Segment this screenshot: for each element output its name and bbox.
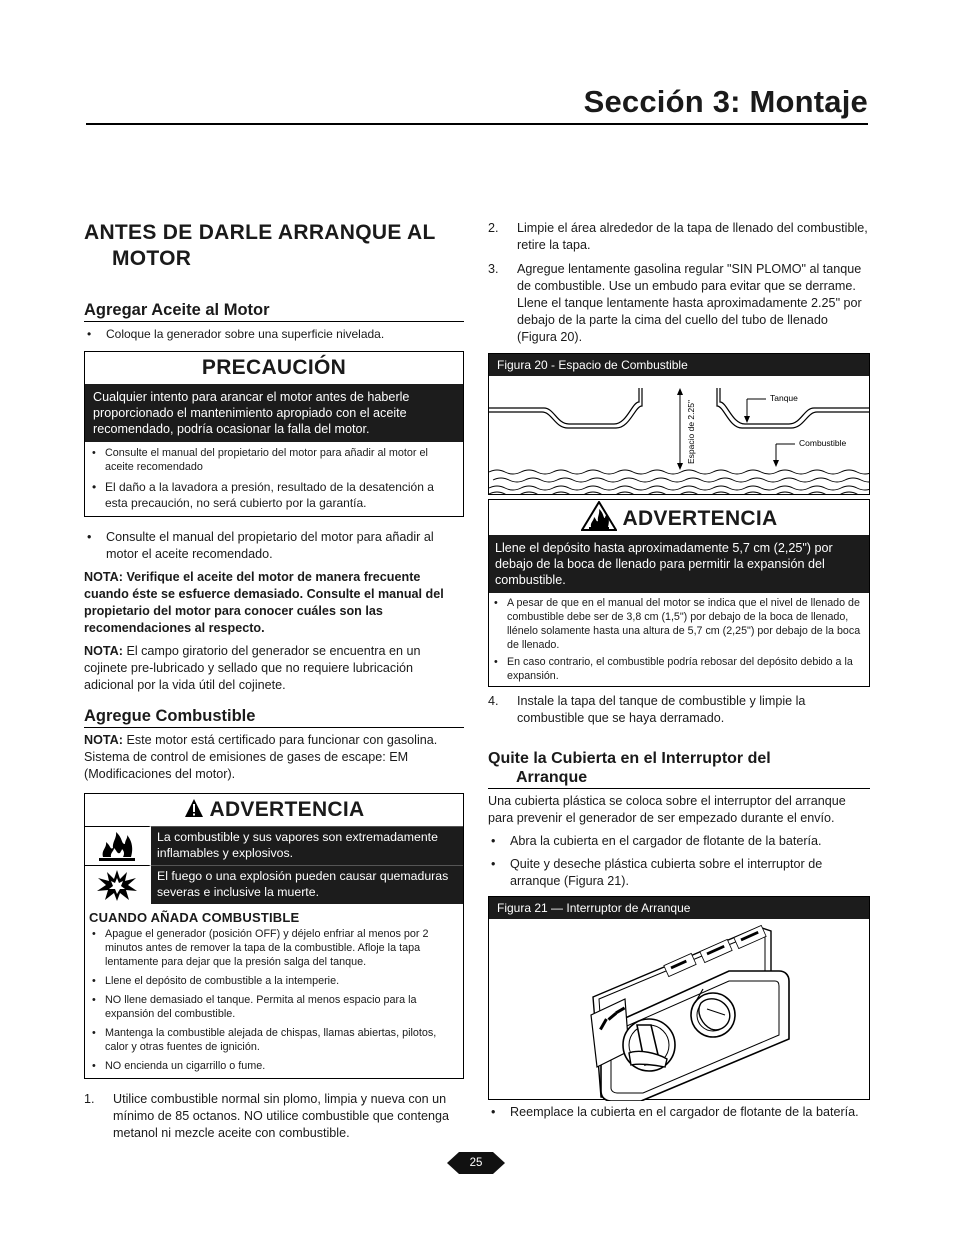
fuel-warning-bullets bbox=[85, 926, 463, 1078]
fuel-heading: Agregue Combustible bbox=[84, 706, 464, 728]
figure-21-caption: Figura 21 — Interruptor de Arranque bbox=[489, 897, 869, 919]
fuel-warning-box bbox=[84, 793, 464, 1079]
figure-20-caption: Figura 20 - Espacio de Combustible bbox=[489, 354, 869, 376]
note-3 bbox=[84, 732, 464, 783]
step-2-number: 2. bbox=[488, 221, 499, 235]
when-adding-fuel-heading: CUANDO AÑADA COMBUSTIBLE bbox=[89, 910, 300, 925]
cover-heading-line-2: Arranque bbox=[516, 769, 588, 786]
step-3-text: Agregue lentamente gasolina regular "SIN PLOMO" al tanque de combustible. Use un embudo para evitar que se derrame. Llene el tanque lentamente hasta aproximadamente 2.25" por debajo de la parte la cima del cuello del tubo de llenado (Figura 20). bbox=[517, 262, 862, 344]
cover-text: Una cubierta plástica se coloca sobre el interruptor del arranque para prevenir el generador de ser empezado durante el envío. bbox=[488, 794, 846, 825]
fuel-warning-bullet: • Mantenga la combustible alejada de chispas, llamas abiertas, pilotos, calor y otras fuentes de ignición. bbox=[89, 1026, 459, 1054]
caution-title: PRECAUCIÓN bbox=[201, 356, 347, 379]
fuel-warning-bullet: • NO encienda un cigarrillo o fume. bbox=[89, 1059, 459, 1073]
caution-box bbox=[84, 351, 464, 517]
hazard-row-flammable bbox=[85, 826, 463, 865]
cover-heading-line-1: Quite la Cubierta en el Interruptor del bbox=[488, 750, 771, 767]
fill-warning-box bbox=[488, 499, 870, 687]
caution-bullet: • El daño a la lavadora a presión, resultado de la desatención a esta precaución, no será cubierto por la garantía. bbox=[89, 479, 459, 511]
section-title-line-2: MOTOR bbox=[112, 247, 192, 270]
fill-warning-bullet: • En caso contrario, el combustible podría rebosar del depósito debido a la expansión. bbox=[491, 655, 867, 683]
fuel-waves bbox=[489, 470, 869, 494]
oil-bullet-2: • Consulte el manual del propietario del motor para añadir al motor el aceite recomendado. bbox=[84, 529, 464, 563]
fuel-warning-title: ADVERTENCIA bbox=[209, 798, 365, 821]
step-4-text: Instale la tapa del tanque de combustible y limpie la combustible que se haya derramado. bbox=[517, 694, 806, 725]
fill-warning-title: ADVERTENCIA bbox=[622, 507, 778, 530]
right-column bbox=[488, 220, 870, 1127]
fill-warning-text: Llene el depósito hasta aproximadamente 5,7 cm (2,25") por debajo de la boca de llenado para permitir la expansión del combustible. bbox=[489, 535, 869, 593]
note-3-text: Este motor está certificado para funcionar con gasolina. Sistema de control de emisiones de gases de escape: EM (Modificaciones del motor). bbox=[84, 733, 438, 781]
fuel-warning-bullet: • Apague el generador (posición OFF) y déjelo enfriar al menos por 2 minutos antes de remover la tapa de la combustible. Afloje la tapa lentamente para dejar que la presión salga del tanque. bbox=[89, 927, 459, 969]
hazard-text-flammable: La combustible y sus vapores son extremadamente inflamables y explosivos. bbox=[151, 826, 463, 865]
hazard-row-explosion bbox=[85, 865, 463, 904]
note-1 bbox=[84, 569, 464, 637]
note-2-label: NOTA: bbox=[84, 644, 123, 658]
tank-label: Tanque bbox=[770, 393, 798, 403]
start-switch-illustration bbox=[489, 919, 869, 1101]
page-number: 25 bbox=[469, 1157, 483, 1169]
final-bullet: • Reemplace la cubierta en el cargador de flotante de la batería. bbox=[488, 1104, 870, 1121]
warning-triangle-icon bbox=[184, 798, 204, 818]
hazard-text-explosion: El fuego o una explosión pueden causar quemaduras severas e inclusive la muerte. bbox=[151, 865, 463, 904]
fill-warning-bullet: • A pesar de que en el manual del motor se indica que el nivel de llenado de combustible debe ser de 3,8 cm (1,5") por debajo de la boca de llenado, llénelo solamente hasta una altura de 5,7 cm (2,25") por debajo de la boca de llenado. bbox=[491, 596, 867, 652]
cover-heading bbox=[488, 749, 870, 789]
fuel-gap-diagram bbox=[489, 376, 869, 494]
step-2 bbox=[488, 220, 870, 254]
note-1-label: NOTA: bbox=[84, 570, 123, 584]
cover-bullet: • Quite y deseche plástica cubierta sobre el interruptor de arranque (Figura 21). bbox=[488, 856, 870, 890]
flammable-icon bbox=[85, 826, 151, 865]
note-3-label: NOTA: bbox=[84, 733, 123, 747]
step-4-number: 4. bbox=[488, 694, 499, 708]
fuel-label: Combustible bbox=[799, 438, 847, 448]
figure-21 bbox=[488, 896, 870, 1100]
caution-text: Cualquier intento para arancar el motor antes de haberle proporcionado el mantenimiento apropiado con el aceite recomendado, podría ocasionar la falla del motor. bbox=[85, 384, 463, 442]
step-1-text: Utilice combustible normal sin plomo, limpia y nueva con un mínimo de 85 octanos. NO utilice combustible que contenga metanol ni mezcle aceite con combustible. bbox=[113, 1092, 450, 1140]
note-2 bbox=[84, 643, 464, 694]
fuel-warning-bullet: • NO llene demasiado el tanque. Permita al menos espacio para la expansión del combustible. bbox=[89, 993, 459, 1021]
page-title: Sección 3: Montaje bbox=[583, 84, 868, 119]
section-title bbox=[84, 220, 464, 272]
note-1-text: Verifique el aceite del motor de manera frecuente cuando éste se esfuerce demasiado. Consulte el manual del propietario del motor para conocer cuáles son las recomendaciones al respecto. bbox=[84, 570, 444, 635]
step-4 bbox=[488, 693, 870, 727]
step-1-number: 1. bbox=[84, 1092, 95, 1106]
left-column bbox=[84, 220, 464, 1149]
step-3-number: 3. bbox=[488, 262, 499, 276]
caution-bullets bbox=[85, 442, 463, 516]
fire-warning-icon bbox=[581, 501, 617, 531]
step-1 bbox=[84, 1091, 464, 1142]
fuel-warning-header bbox=[85, 794, 463, 826]
cover-bullet: • Abra la cubierta en el cargador de flotante de la batería. bbox=[488, 833, 870, 850]
step-2-text: Limpie el área alrededor de la tapa de llenado del combustible, retire la tapa. bbox=[517, 221, 868, 252]
oil-bullet: • Coloque la generador sobre una superficie nivelada. bbox=[84, 326, 464, 343]
explosion-icon bbox=[85, 865, 151, 904]
note-2-text: El campo giratorio del generador se encuentra en un cojinete pre-lubricado y sellado que no requiere lubricación adicional por la vida útil del cojinete. bbox=[84, 644, 421, 692]
step-3 bbox=[488, 261, 870, 346]
section-title-line-1: ANTES DE DARLE ARRANQUE AL bbox=[84, 221, 436, 244]
caution-bullet: • Consulte el manual del propietario del motor para añadir al motor el aceite recomendado bbox=[89, 446, 459, 474]
oil-heading: Agregar Aceite al Motor bbox=[84, 300, 464, 322]
title-rule bbox=[86, 123, 868, 125]
gap-label: Espacio de 2.25" bbox=[686, 400, 696, 464]
fuel-warning-bullet: • Llene el depósito de combustible a la intemperie. bbox=[89, 974, 459, 988]
figure-20 bbox=[488, 353, 870, 495]
fill-warning-header bbox=[489, 500, 869, 535]
fill-warning-bullets bbox=[489, 593, 869, 686]
